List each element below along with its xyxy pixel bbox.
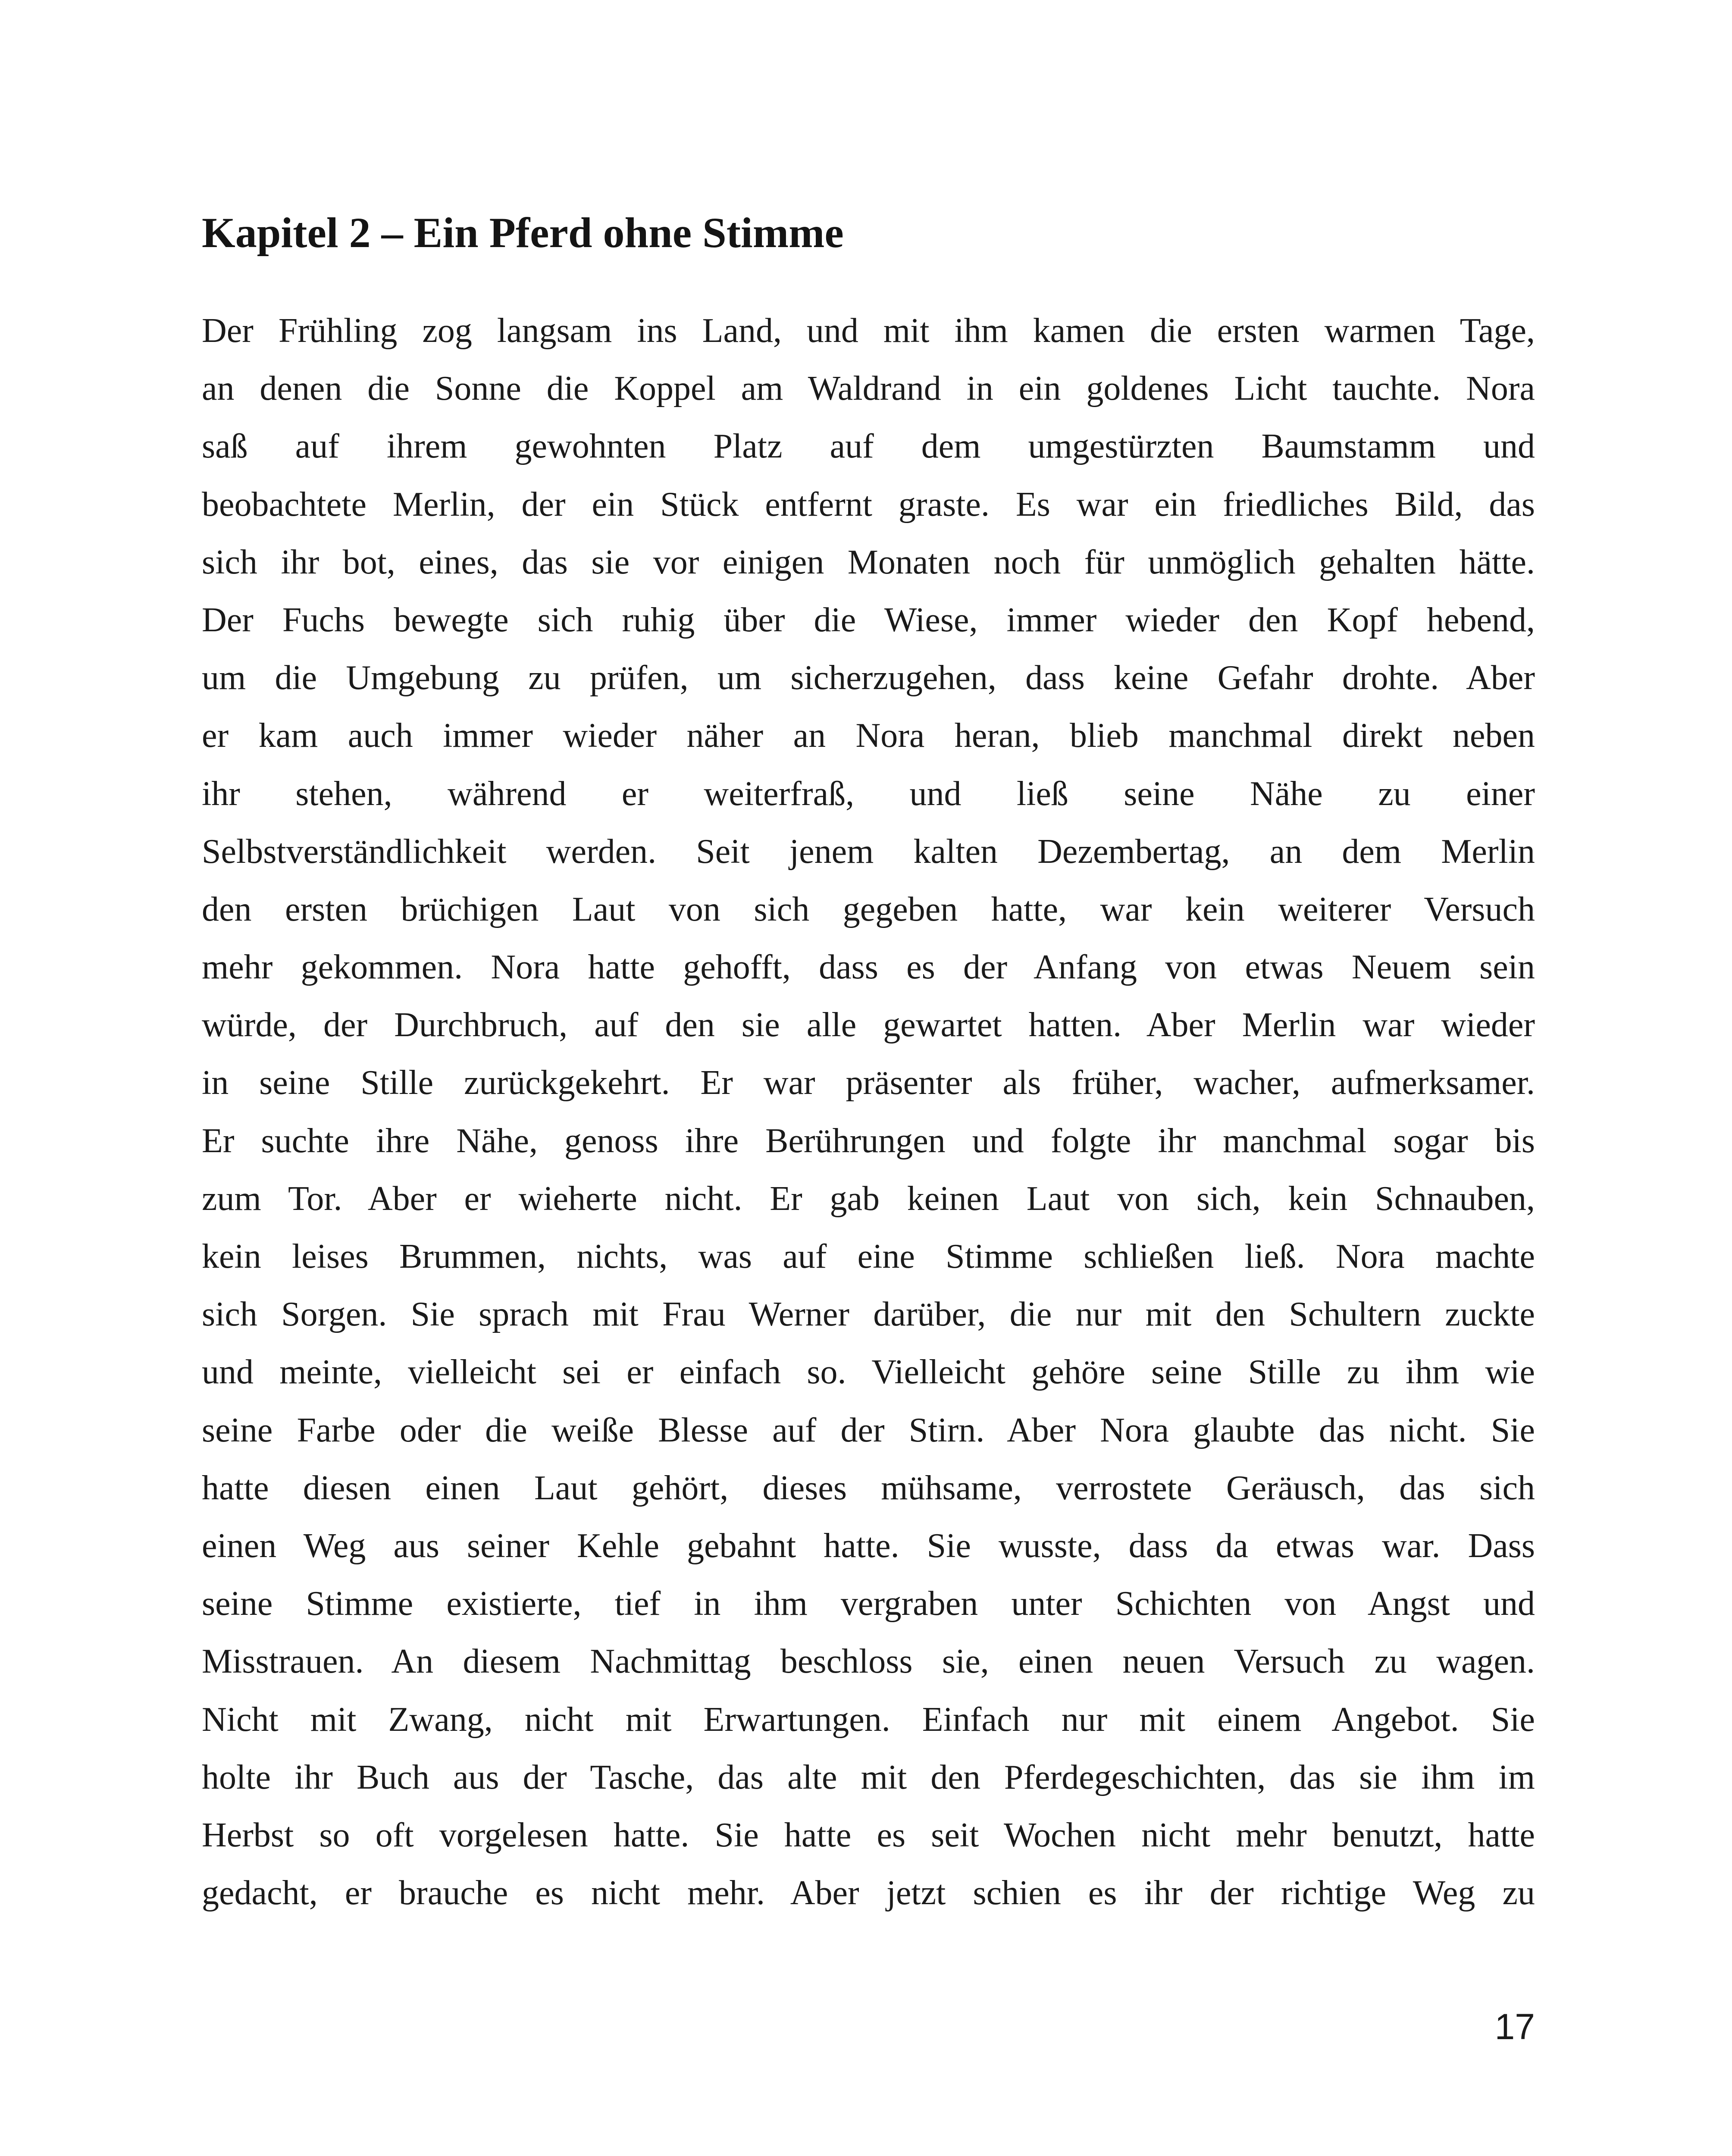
text-line: Misstrauen. An diesem Nachmittag beschloss sie, einen neuen Versuch zu wagen. [202,1642,1535,1681]
text-line: seine Stimme existierte, tief in ihm vergraben unter Schichten von Angst und [202,1585,1535,1623]
text-line: an denen die Sonne die Koppel am Waldrand in ein goldenes Licht tauchte. Nora [202,370,1535,408]
text-line: zum Tor. Aber er wieherte nicht. Er gab keinen Laut von sich, kein Schnauben, [202,1179,1535,1218]
text-line: sich Sorgen. Sie sprach mit Frau Werner darüber, die nur mit den Schultern zuckte [202,1295,1535,1334]
text-line: den ersten brüchigen Laut von sich gegeben hatte, war kein weiterer Versuch [202,890,1535,928]
text-line: Er suchte ihre Nähe, genoss ihre Berührungen und folgte ihr manchmal sogar bis [202,1122,1535,1160]
text-line: einen Weg aus seiner Kehle gebahnt hatte. Sie wusste, dass da etwas war. Dass [202,1526,1535,1565]
text-line: würde, der Durchbruch, auf den sie alle gewartet hatten. Aber Merlin war wieder [202,1006,1535,1044]
text-line: er kam auch immer wieder näher an Nora heran, blieb manchmal direkt neben [202,717,1535,755]
text-line: Selbstverständlichkeit werden. Seit jenem kalten Dezembertag, an dem Merlin [202,832,1535,871]
text-line: Der Frühling zog langsam ins Land, und mit ihm kamen die ersten warmen Tage, [202,312,1535,350]
text-line: Nicht mit Zwang, nicht mit Erwartungen. Einfach nur mit einem Angebot. Sie [202,1700,1535,1739]
text-line: saß auf ihrem gewohnten Platz auf dem umgestürzten Baumstamm und [202,427,1535,466]
text-line: Der Fuchs bewegte sich ruhig über die Wiese, immer wieder den Kopf hebend, [202,601,1535,639]
text-line: ihr stehen, während er weiterfraß, und ließ seine Nähe zu einer [202,774,1535,813]
chapter-body-text [202,302,1535,1922]
text-line: kein leises Brummen, nichts, was auf eine Stimme schließen ließ. Nora machte [202,1238,1535,1275]
text-line: und meinte, vielleicht sei er einfach so. Vielleicht gehöre seine Stille zu ihm wie [202,1353,1535,1391]
text-line: Herbst so oft vorgelesen hatte. Sie hatte es seit Wochen nicht mehr benutzt, hatte [202,1816,1535,1854]
text-line: hatte diesen einen Laut gehört, dieses mühsame, verrostete Geräusch, das sich [202,1469,1535,1507]
text-line: seine Farbe oder die weiße Blesse auf der Stirn. Aber Nora glaubte das nicht. Sie [202,1411,1535,1449]
text-line: um die Umgebung zu prüfen, um sicherzugehen, dass keine Gefahr drohte. Aber [202,659,1535,697]
page-number: 17 [1494,2006,1535,2047]
text-line: gedacht, er brauche es nicht mehr. Aber jetzt schien es ihr der richtige Weg zu [202,1874,1535,1912]
text-line: beobachtete Merlin, der ein Stück entfernt graste. Es war ein friedliches Bild, das [202,485,1535,523]
text-line: holte ihr Buch aus der Tasche, das alte mit den Pferdegeschichten, das sie ihm im [202,1758,1535,1796]
text-line: mehr gekommen. Nora hatte gehofft, dass es der Anfang von etwas Neuem sein [202,948,1535,987]
chapter-title: Kapitel 2 – Ein Pferd ohne Stimme [202,209,844,257]
text-line: in seine Stille zurückgekehrt. Er war präsenter als früher, wacher, aufmerksamer. [202,1064,1535,1102]
text-line: sich ihr bot, eines, das sie vor einigen Monaten noch für unmöglich gehalten hätte. [202,543,1535,581]
